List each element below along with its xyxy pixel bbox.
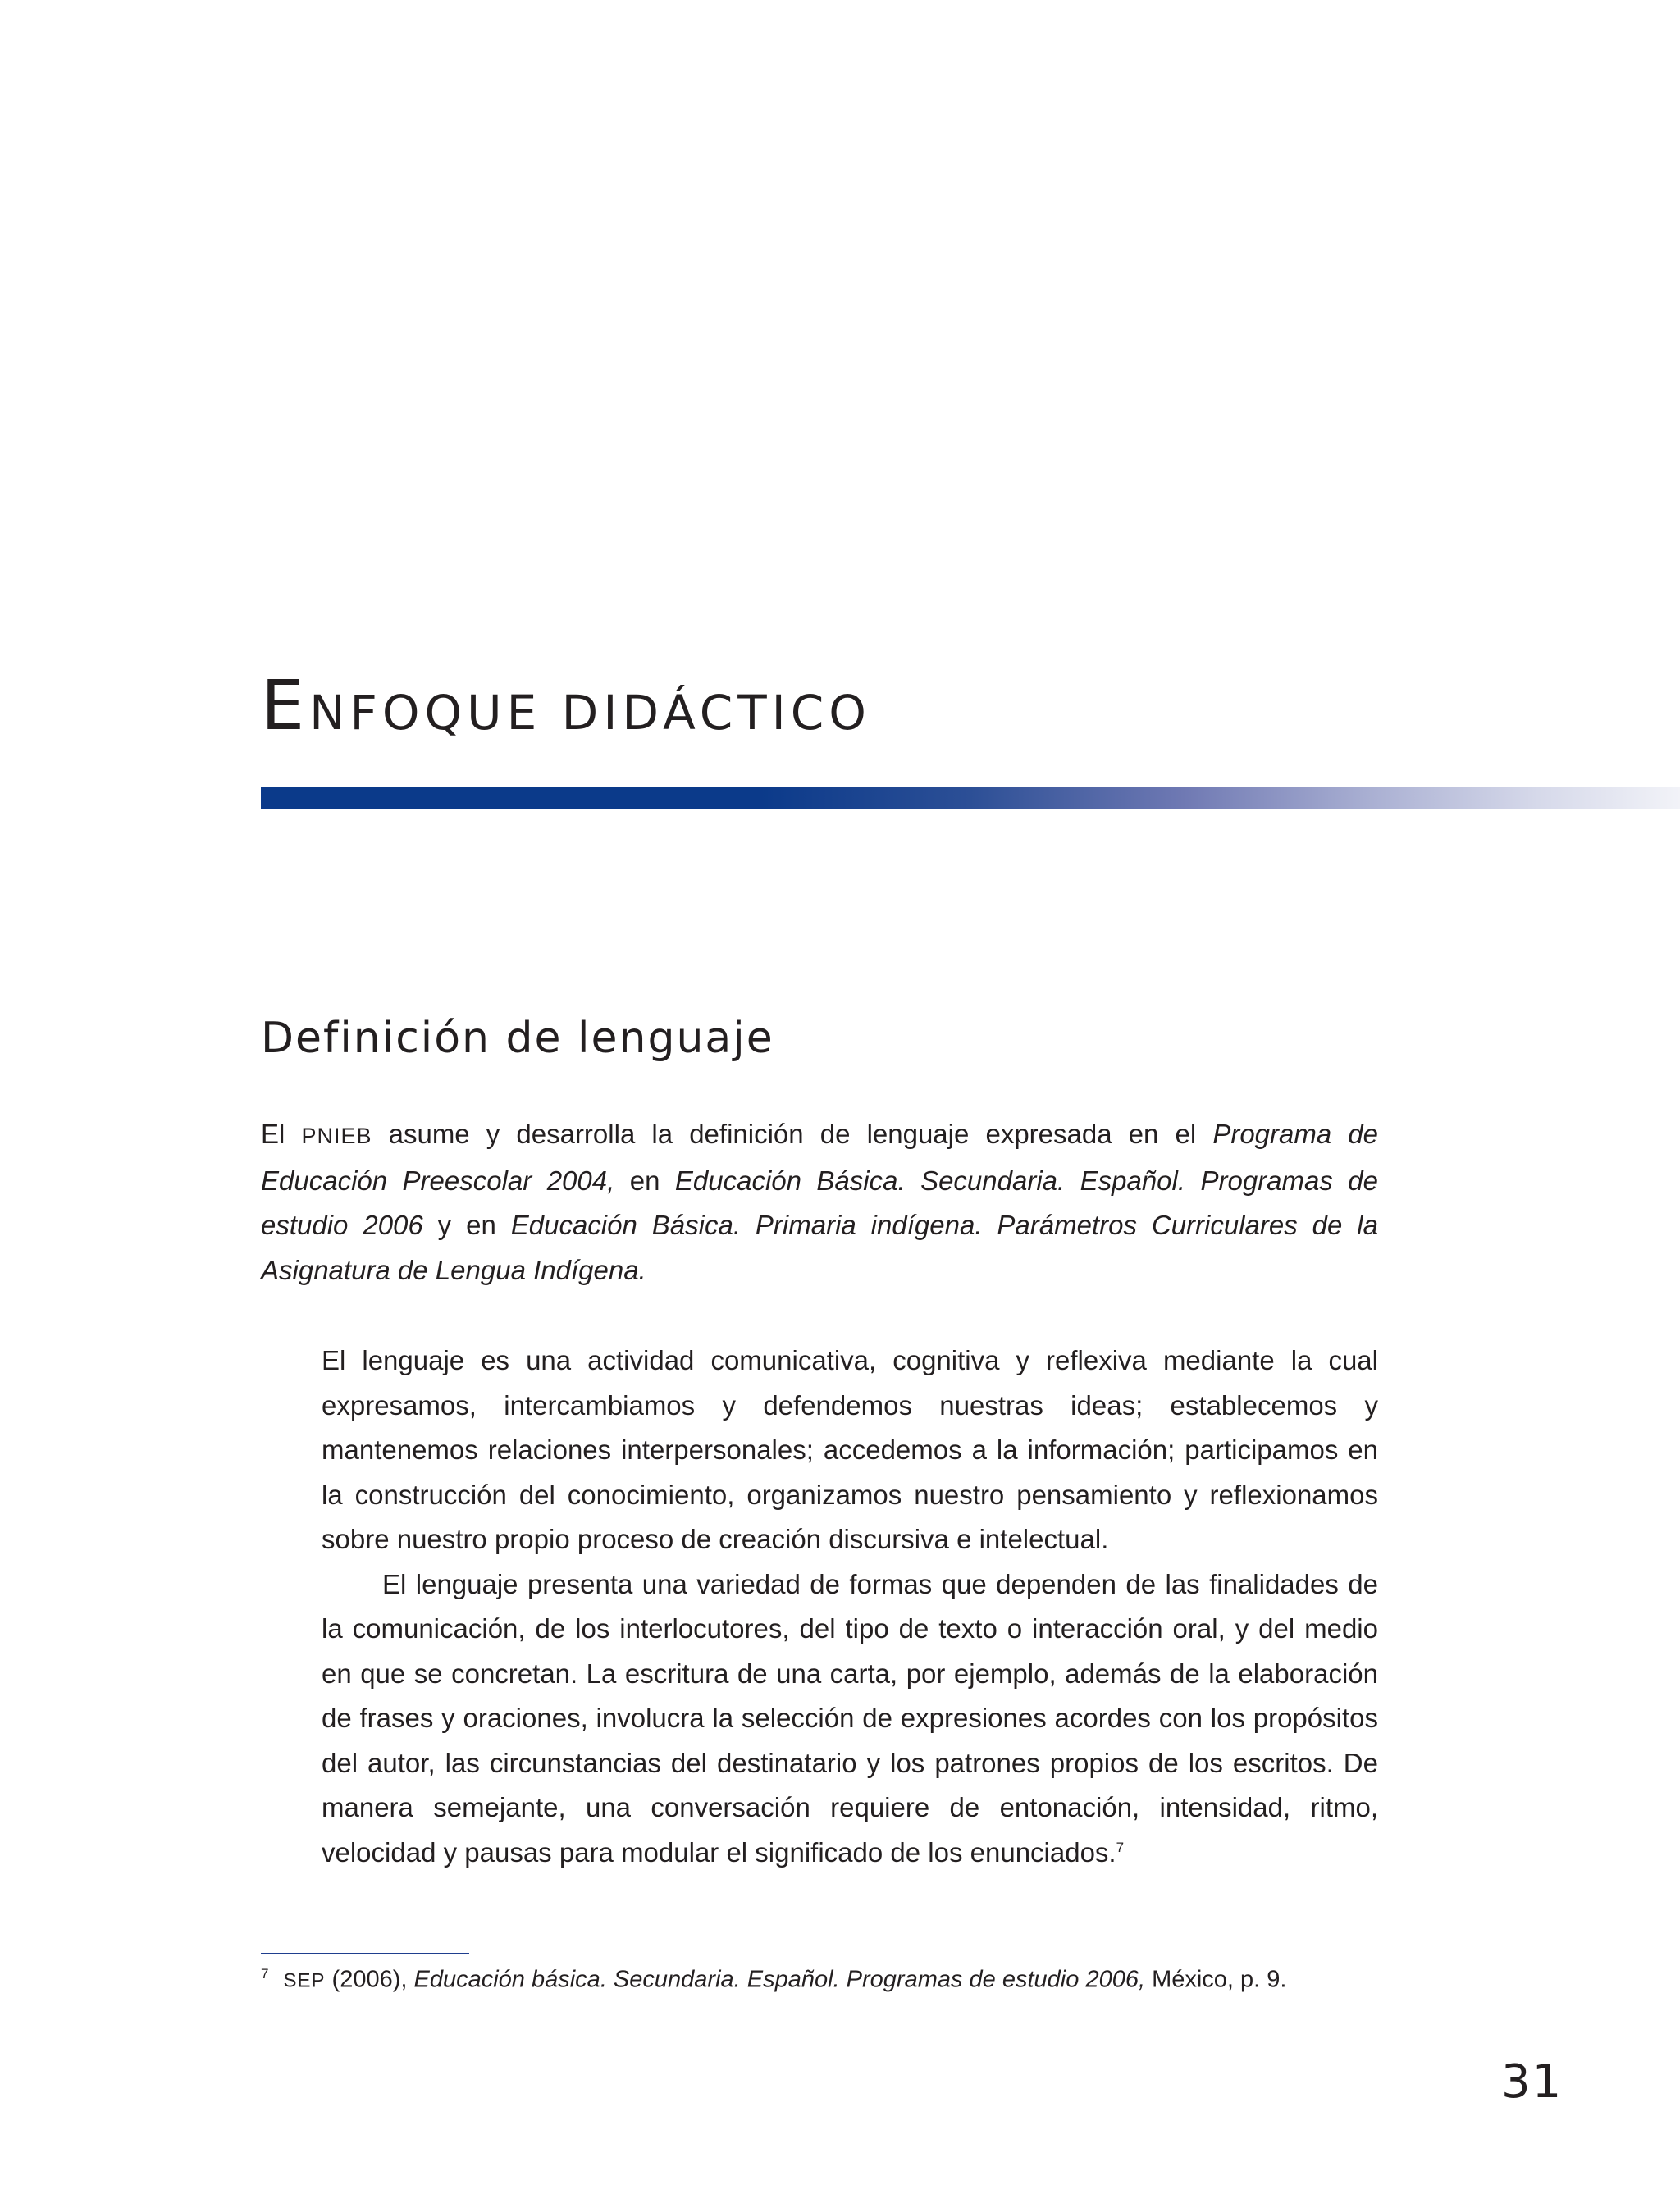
chapter-title-initial: E	[261, 665, 310, 746]
intro-text: El	[261, 1119, 302, 1149]
section-title: Definición de lenguaje	[261, 1014, 774, 1063]
chapter-title-rest: NFOQUE DIDÁCTICO	[309, 685, 871, 741]
intro-text: y en	[422, 1210, 511, 1240]
footnote-abbreviation: SEP	[283, 1969, 326, 1992]
footnote-text: (2006),	[325, 1966, 414, 1993]
footnote-reference[interactable]: 7	[1116, 1839, 1125, 1855]
chapter-title	[261, 665, 871, 746]
intro-paragraph	[261, 1112, 1378, 1293]
footnote-text: México, p. 9.	[1145, 1966, 1287, 1993]
footnote-citation: Educación básica. Secundaria. Español. Programas de estudio 2006,	[413, 1966, 1146, 1993]
chapter-title-rule	[261, 787, 1680, 809]
footnote-rule	[261, 1953, 469, 1954]
intro-citation: Programa de Educación Preescolar 2004,	[261, 1119, 1379, 1196]
quote-paragraph-2-text: El lenguaje presenta una variedad de formas que dependen de las finalidades de la comunicación, de los interlocutores, del tipo de texto o interacción oral, y del medio en que se concretan. La escritura de una carta, por ejemplo, además de la elaboración de frases y oraciones, involucra la selección de expresiones acordes con los propósitos del autor, las circunstancias del destinatario y los patrones propios de los escritos. De manera semejante, una conversación requiere de entonación, intensidad, ritmo, velocidad y pausas para modular el significado de los enunciados.	[322, 1568, 1378, 1868]
quote-paragraph-2	[322, 1562, 1378, 1876]
page-number: 31	[1501, 2055, 1564, 2109]
intro-citation: Educación Básica. Secundaria. Español. Programas de estudio 2006	[261, 1165, 1378, 1240]
footnote	[261, 1957, 1286, 1999]
intro-abbreviation: PNIEB	[301, 1124, 372, 1148]
block-quote	[322, 1339, 1378, 1875]
intro-text: en	[614, 1165, 675, 1196]
quote-paragraph-1: El lenguaje es una actividad comunicativa, cognitiva y reflexiva mediante la cual expresamos, intercambiamos y defendemos nuestras ideas; establecemos y mantenemos relaciones interpersonales; accedemos a la información; participamos en la construcción del conocimiento, organizamos nuestro pensamiento y reflexionamos sobre nuestro propio proceso de creación discursiva e intelectual.	[322, 1345, 1378, 1554]
intro-text: asume y desarrolla la definición de lenguaje expresada en el	[372, 1119, 1213, 1149]
intro-citation: Educación Básica. Primaria indígena. Parámetros Curriculares de la Asignatura de Lengua Indígena.	[261, 1210, 1378, 1285]
footnote-mark: 7	[261, 1966, 269, 1982]
